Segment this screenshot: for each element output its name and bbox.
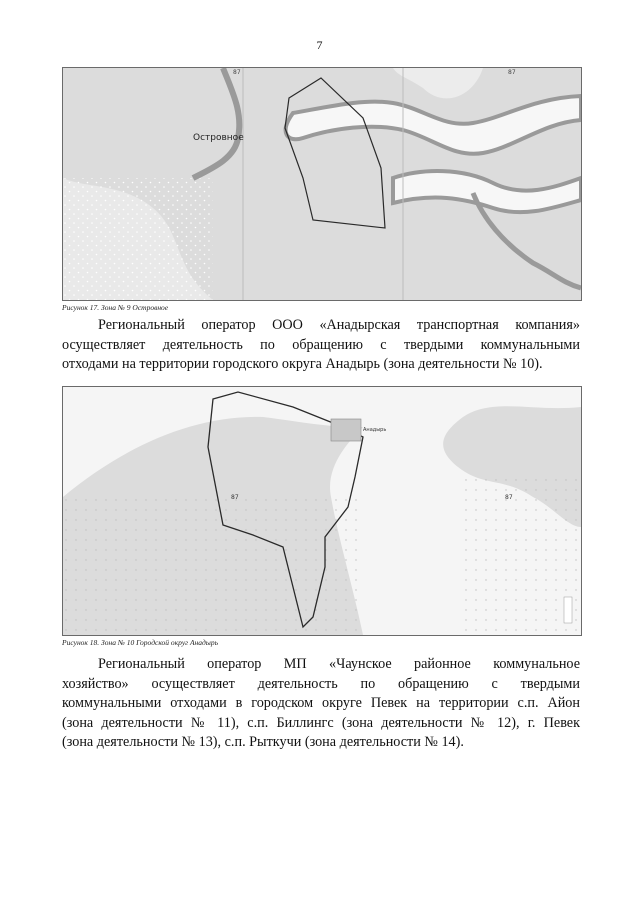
paragraph-2-line: (зона деятельности № 11), с.п. Биллингс (зона деятельности № 12), г. Певек (62, 714, 580, 731)
figure-18-caption: Рисунок 18. Зона № 10 Городской округ Анадырь (62, 638, 219, 647)
paragraph-2-line: Региональный оператор МП «Чаунское районное коммунальное (98, 656, 580, 672)
map-label-town: Островное (193, 133, 244, 143)
paragraph-1 (62, 316, 580, 375)
land-pattern (63, 497, 363, 635)
road-number-left: 87 (233, 69, 241, 76)
paragraph-2 (62, 655, 580, 753)
map-ostrovnoe (62, 67, 582, 301)
paragraph-2-line: (зона деятельности № 13), с.п. Рыткучи (зона деятельности № 14). (62, 734, 464, 750)
marsh-pattern (63, 178, 213, 300)
map-ostrovnoe-drawing (63, 68, 581, 300)
map-anadyr (62, 386, 582, 636)
paragraph-1-line: отходами на территории городского округа Анадырь (зона деятельности № 10). (62, 356, 543, 372)
paragraph-1-line: Региональный оператор ООО «Анадырская транспортная компания» (98, 317, 580, 333)
paragraph-2-line: коммунальными отходами в городском округе Певек на территории с.п. Айон (62, 695, 580, 711)
land-pattern-east (463, 477, 581, 635)
road-number-right: 87 (508, 69, 516, 76)
map-anadyr-drawing (63, 387, 581, 635)
road-number-right: 87 (505, 494, 513, 501)
paragraph-2-line: хозяйство» осуществляет деятельность по обращению с твердыми (62, 675, 580, 692)
zoom-controls[interactable] (564, 597, 572, 623)
map-label-city: Анадырь (363, 427, 387, 433)
figure-17-caption: Рисунок 17. Зона № 9 Островное (62, 303, 169, 312)
page-number: 7 (316, 38, 323, 52)
paragraph-1-line: осуществляет деятельность по обращению с твердыми коммунальными (62, 336, 580, 353)
city-area (331, 419, 361, 441)
road-number-left: 87 (231, 494, 239, 501)
